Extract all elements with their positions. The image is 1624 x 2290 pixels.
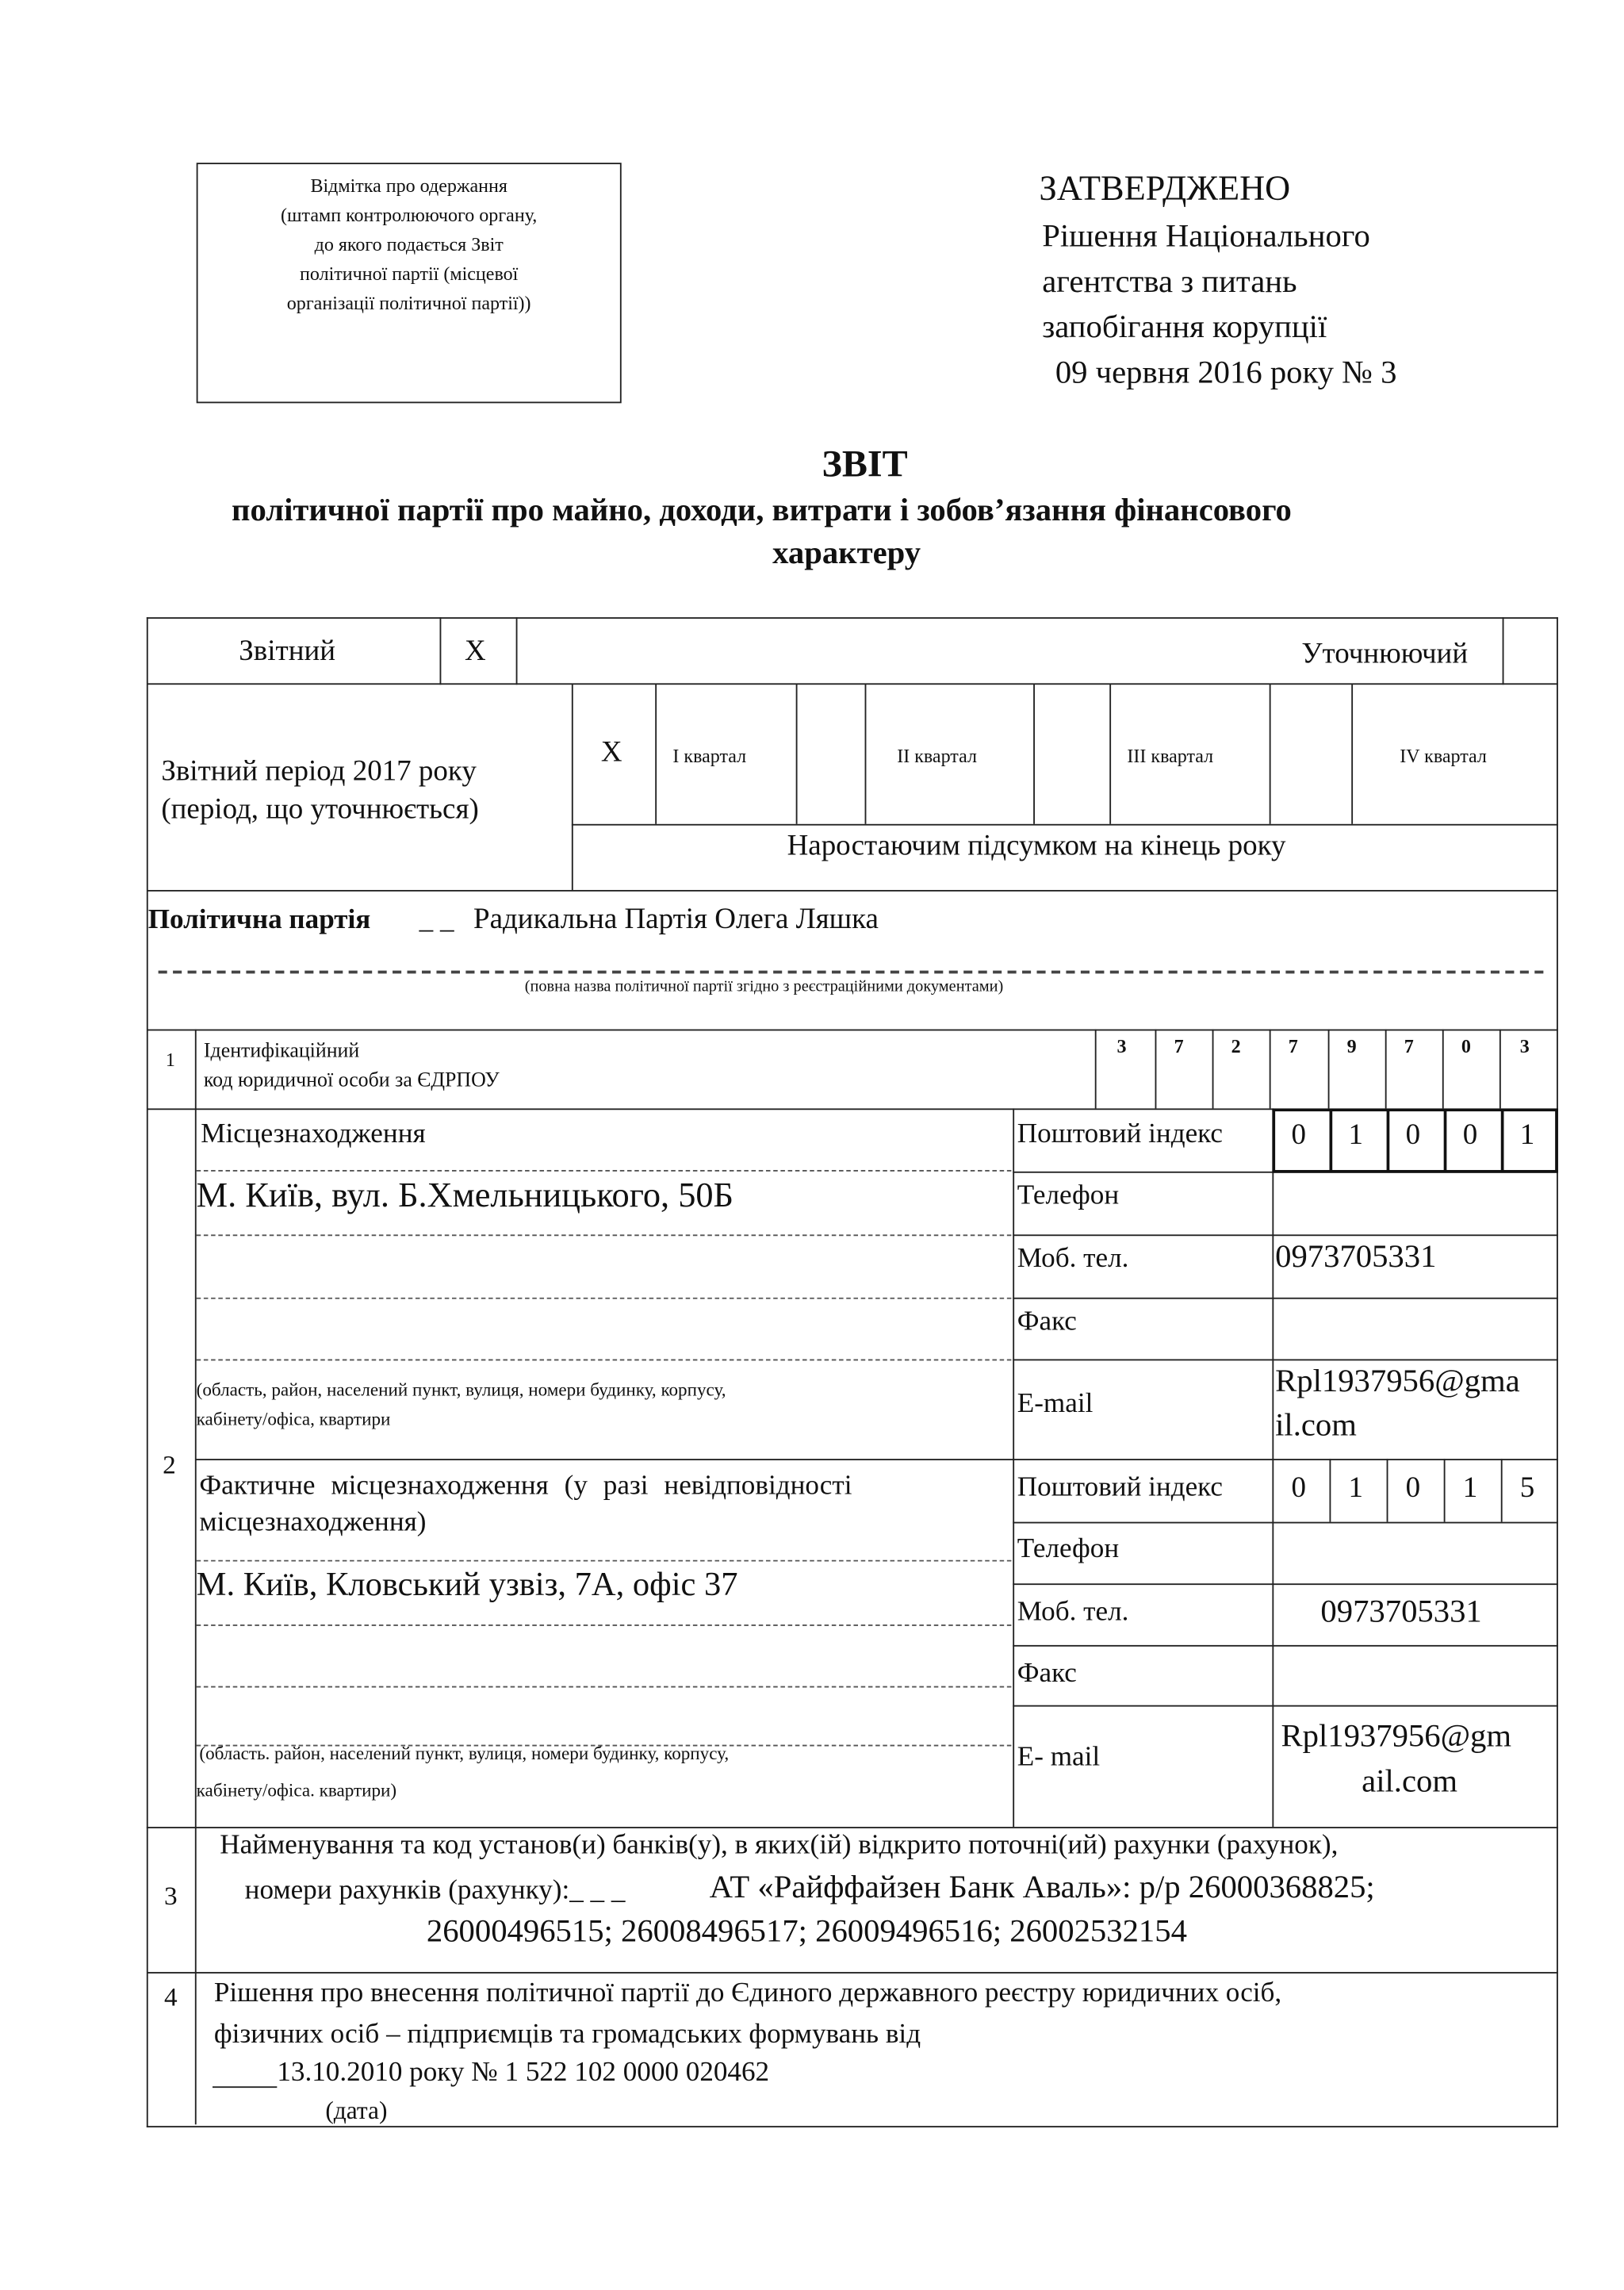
stamp-line: (штамп контролюючого органу, (281, 203, 538, 226)
actual-phone-label: Телефон (1017, 1533, 1120, 1565)
q1-label: І квартал (672, 744, 747, 767)
postal-label: Поштовий індекс (1017, 1118, 1223, 1150)
mobile-value[interactable]: 0973705331 (1275, 1237, 1437, 1275)
party-name-hint: (повна назва політичної партії згідно з реєстраційними документами) (524, 977, 1004, 996)
actual-fax-value[interactable] (1275, 1647, 1557, 1705)
actual-email-value[interactable] (1275, 1707, 1557, 1826)
actual-mobile-label: Моб. тел. (1017, 1596, 1129, 1628)
registration-date-hint: (дата) (325, 2096, 388, 2125)
bank-name-and-account[interactable]: АТ «Райффайзен Банк Аваль»: р/р 26000368825; (709, 1867, 1375, 1905)
email-line: Rpl1937956@gm (1281, 1717, 1512, 1754)
actual-email-label: E- mail (1017, 1741, 1101, 1773)
location-hint-line1: (область, район, населений пункт, вулиця, номери будинку, корпусу, (196, 1379, 726, 1401)
approval-title: ЗАТВЕРДЖЕНО (1039, 170, 1291, 209)
approval-date: 09 червня 2016 року № 3 (1055, 353, 1397, 390)
row3-number: 3 (164, 1881, 178, 1911)
report-subtitle-line1: політичної партії про майно, доходи, витрати і зобов’язання фінансового (232, 491, 1292, 528)
party-label: Політична партія (147, 904, 371, 936)
postal-digit: 5 (1519, 1471, 1535, 1505)
postal-digit: 1 (1348, 1118, 1364, 1151)
edrpou-digit: 7 (1404, 1034, 1414, 1057)
registration-value[interactable]: 13.10.2010 року № 1 522 102 0000 020462 (277, 2057, 770, 2089)
edrpou-digit: 2 (1231, 1034, 1241, 1057)
q2-label: ІІ квартал (897, 744, 977, 767)
actual-location-label-line1: Фактичне місцезнаходження (у разі невідповідності (199, 1470, 852, 1502)
approval-line: агентства з питань (1042, 262, 1297, 300)
edrpou-digit: 7 (1174, 1034, 1184, 1057)
phone-label: Телефон (1017, 1180, 1120, 1211)
cumulative-label: Наростаючим підсумком на кінець року (787, 830, 1286, 862)
actual-phone-value[interactable] (1275, 1523, 1557, 1583)
registration-label-line1: Рішення про внесення політичної партії до Єдиного державного реєстру юридичних осіб, (213, 1977, 1282, 2009)
edrpou-label-line1: Ідентифікаційний (203, 1041, 360, 1064)
receipt-stamp-box (197, 163, 622, 403)
approval-line: Рішення Національного (1042, 217, 1370, 254)
party-name[interactable]: Радикальна Партія Олега Ляшка (473, 903, 879, 936)
fax-label: Факс (1017, 1306, 1077, 1337)
email-line: Rpl1937956@gma (1275, 1362, 1520, 1399)
row2-number: 2 (163, 1450, 176, 1480)
location-label: Місцезнаходження (201, 1118, 426, 1150)
edrpou-label-line2: код юридичної особи за ЄДРПОУ (203, 1070, 500, 1093)
actual-hint-line2: кабінету/офіса. квартири) (196, 1779, 397, 1801)
actual-hint-line1: (область. район, населений пункт, вулиця, номери будинку, корпусу, (199, 1743, 730, 1764)
postal-digit: 0 (1405, 1471, 1421, 1505)
stamp-line: до якого подається Звіт (314, 232, 504, 255)
actual-location-address[interactable]: М. Київ, Кловський узвіз, 7А, офіс 37 (196, 1566, 738, 1603)
postal-digit: 0 (1462, 1118, 1478, 1151)
row1-number: 1 (165, 1048, 175, 1071)
phone-value[interactable] (1275, 1173, 1557, 1235)
edrpou-digit: 3 (1116, 1034, 1127, 1057)
q4-label: ІV квартал (1400, 744, 1487, 767)
edrpou-digit: 7 (1288, 1034, 1298, 1057)
report-subtitle-line2: характеру (772, 533, 921, 571)
bank-accounts[interactable]: 26000496515; 26008496517; 26009496516; 26002532154 (426, 1912, 1187, 1949)
reporting-checkbox[interactable]: X (464, 635, 486, 668)
report-title: ЗВІТ (822, 443, 908, 485)
location-hint-line2: кабінету/офіса, квартири (196, 1409, 391, 1430)
edrpou-digit: 3 (1519, 1034, 1530, 1057)
postal-digit: 1 (1462, 1471, 1478, 1505)
registration-label-line2: фізичних осіб – підприємців та громадських формувань від (213, 2019, 921, 2050)
postal-digit: 0 (1405, 1118, 1421, 1151)
email-line: il.com (1275, 1406, 1357, 1443)
edrpou-digit: 9 (1346, 1034, 1357, 1057)
q1-checkbox[interactable]: X (600, 735, 622, 769)
mobile-label: Моб. тел. (1017, 1243, 1129, 1275)
fax-value[interactable] (1275, 1299, 1557, 1360)
row4-number: 4 (164, 1982, 178, 2012)
email-label: E-mail (1017, 1388, 1094, 1420)
postal-digit: 1 (1348, 1471, 1364, 1505)
actual-location-label-line2: місцезнаходження) (199, 1507, 427, 1538)
postal-digit: 0 (1291, 1118, 1306, 1151)
postal-digit: 1 (1519, 1118, 1535, 1151)
party-blank: _ _ (419, 904, 454, 936)
location-address[interactable]: М. Київ, вул. Б.Хмельницького, 50Б (196, 1177, 734, 1216)
banks-label-line2: номери рахунків (рахунку):_ _ _ (244, 1875, 626, 1906)
actual-mobile-value[interactable]: 0973705331 (1320, 1592, 1482, 1629)
email-value[interactable] (1275, 1360, 1557, 1457)
stamp-line: організації політичної партії)) (286, 291, 531, 314)
banks-label-line1: Найменування та код установ(и) банків(у), в яких(ій) відкрито поточні(ий) рахунки (рахунок), (220, 1829, 1339, 1861)
postal-digit: 0 (1291, 1471, 1306, 1505)
stamp-line: Відмітка про одержання (310, 174, 508, 197)
reporting-label: Звітний (239, 635, 336, 668)
edrpou-digit: 0 (1461, 1034, 1471, 1057)
actual-fax-label: Факс (1017, 1658, 1077, 1690)
email-line: ail.com (1362, 1762, 1458, 1799)
approval-line: запобігання корупції (1042, 308, 1327, 345)
period-label-line2: (період, що уточнюється) (161, 792, 479, 826)
clarifying-label: Уточнюючий (1301, 638, 1469, 670)
actual-postal-label: Поштовий індекс (1017, 1471, 1223, 1503)
stamp-line: політичної партії (місцевої (300, 262, 519, 285)
period-label-line1: Звітний період 2017 року (161, 754, 477, 788)
clarifying-checkbox[interactable] (1503, 619, 1557, 683)
q3-label: ІІІ квартал (1127, 744, 1214, 767)
